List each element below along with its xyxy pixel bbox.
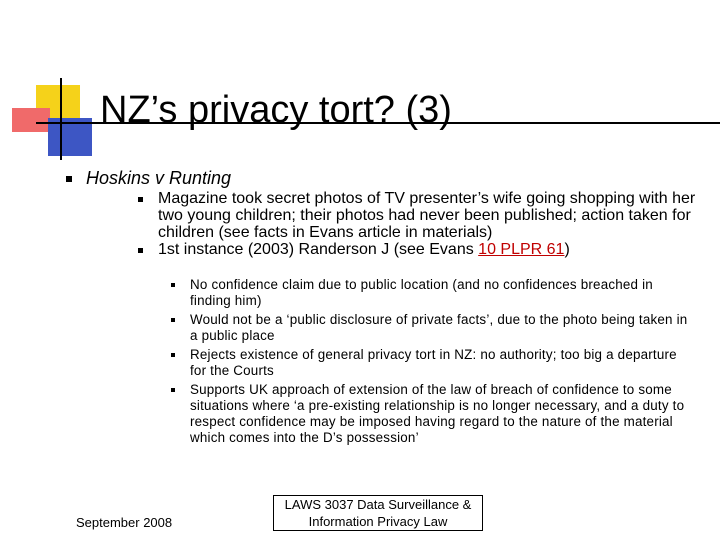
logo-vertical-line (60, 78, 62, 160)
level2-item-facts (158, 190, 708, 241)
level3-item (190, 347, 690, 379)
footer-date: September 2008 (76, 515, 173, 530)
level2-text-prefix: 1st instance (2003) Randerson J (see Evans (158, 241, 479, 258)
square-bullet-icon (171, 318, 175, 322)
level3-list (170, 277, 690, 449)
level3-text: Supports UK approach of extension of the law of breach of confidence to some situations where ‘a pre-existing relationship is no longer necessary, and a duty to respect confidence may be imposed having regard to the nature of the material which comes into the D’s possession’ (190, 382, 685, 445)
slide-logo-decoration (0, 0, 120, 170)
citation-link[interactable]: 10 PLPR 61 (478, 241, 565, 258)
logo-red-square (12, 108, 50, 132)
square-bullet-icon (66, 176, 72, 182)
level3-item (190, 277, 690, 309)
level3-text: No confidence claim due to public location (and no confidences breached in finding him) (190, 277, 653, 308)
heading-bullet-item (86, 168, 231, 189)
level3-text: Rejects existence of general privacy tort in NZ: no authority; too big a departure for the Courts (190, 347, 677, 378)
level3-item (190, 382, 690, 446)
level2-text: Magazine took secret photos of TV presenter’s wife going shopping with her two young children; their photos had never been published; action taken for children (see facts in Evans article in materials) (158, 190, 696, 241)
square-bullet-icon (171, 353, 175, 357)
level3-text: Would not be a ‘public disclosure of private facts’, due to the photo being taken in a public place (190, 312, 688, 343)
level3-item (190, 312, 690, 344)
level2-item-first-instance (158, 241, 708, 258)
footer-course-title: LAWS 3037 Data Surveillance & Information Privacy Law (273, 495, 483, 531)
square-bullet-icon (138, 197, 143, 202)
square-bullet-icon (138, 248, 143, 253)
case-heading: Hoskins v Runting (86, 168, 232, 188)
slide-title: NZ’s privacy tort? (3) (100, 89, 452, 131)
level2-text-suffix: ) (564, 241, 570, 258)
square-bullet-icon (171, 388, 175, 392)
square-bullet-icon (171, 283, 175, 287)
level2-list (138, 190, 708, 258)
